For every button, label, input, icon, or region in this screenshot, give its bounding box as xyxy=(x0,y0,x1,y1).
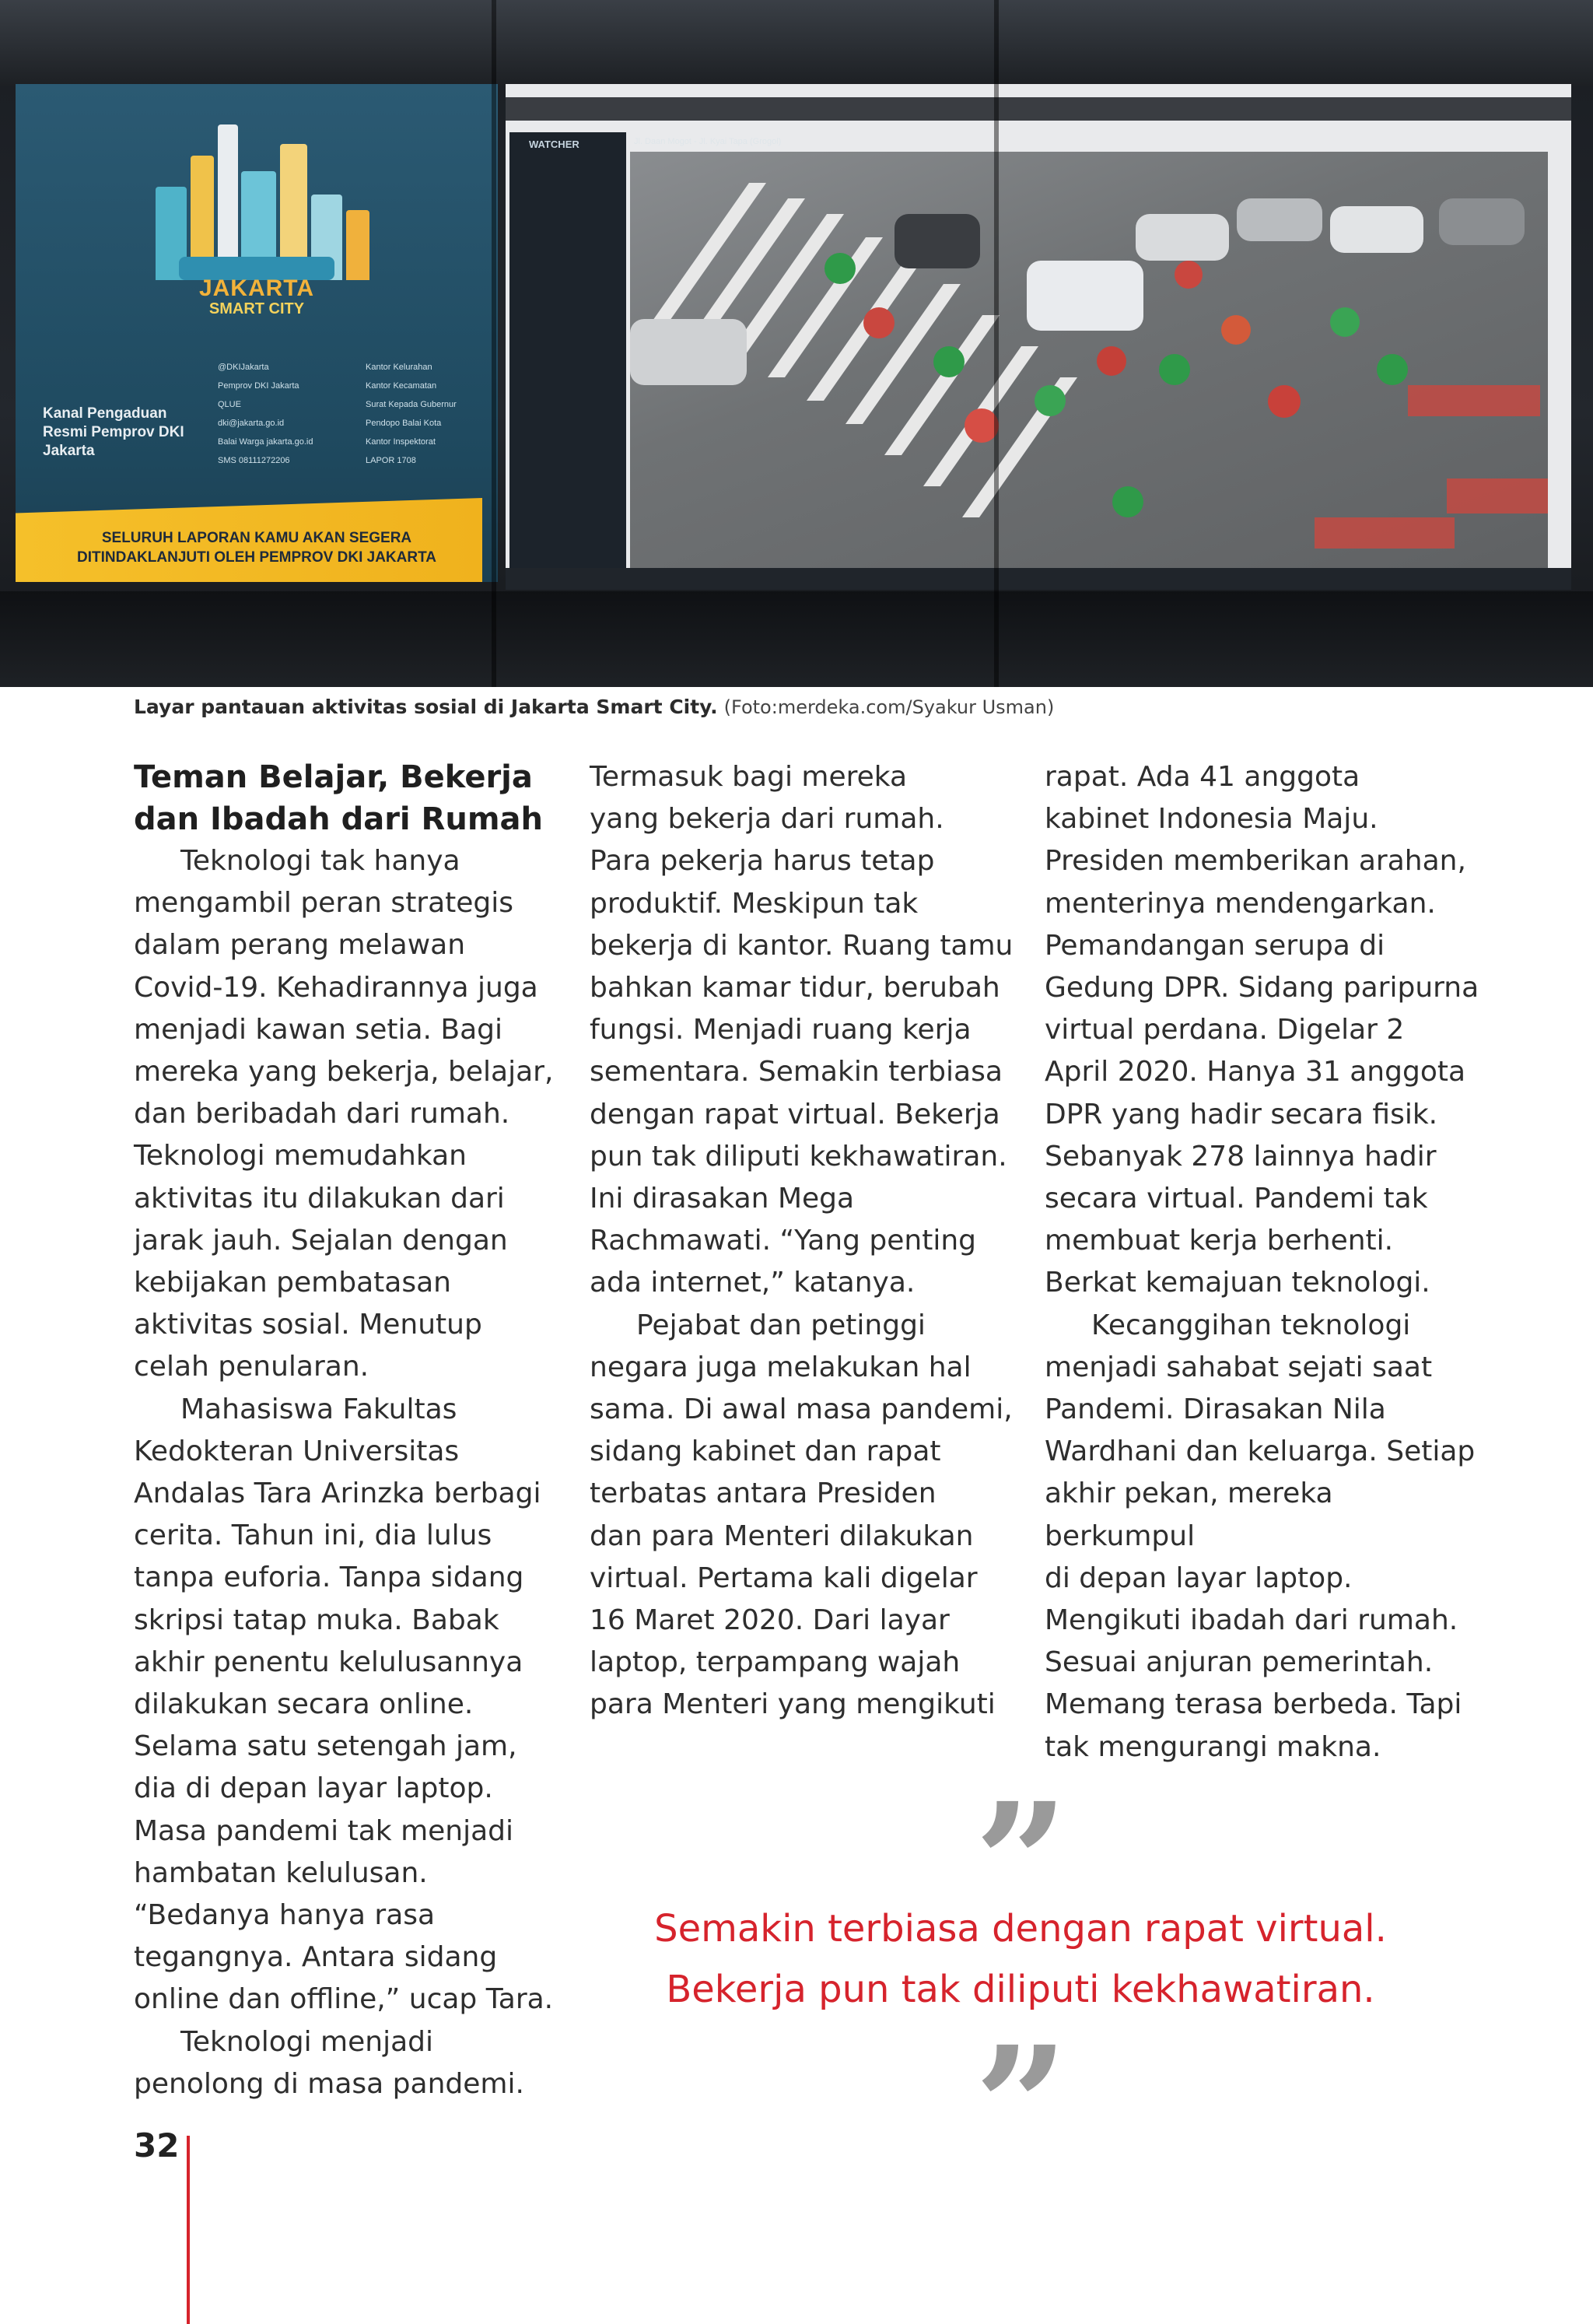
body-line: produktif. Meskipun tak xyxy=(590,887,919,920)
body-line: kabinet Indonesia Maju. xyxy=(1045,803,1378,836)
banner-line-1: SELURUH LAPORAN KAMU AKAN SEGERA xyxy=(101,530,412,546)
footer-red-rule xyxy=(187,2136,190,2324)
camera-title: Jl. Daan Mogot - Jl. Kyai Tapa (Grogol) xyxy=(634,137,782,146)
body-line: ada internet,” katanya. xyxy=(590,1267,916,1299)
body-line: di depan layar laptop. xyxy=(1045,1562,1353,1594)
body-line: fungsi. Menjadi ruang kerja xyxy=(590,1014,972,1046)
contact-item: Kantor Inspektorat xyxy=(366,437,436,447)
body-line: Teknologi memudahkan xyxy=(134,1140,467,1173)
contact-item: Kantor Kelurahan xyxy=(366,363,432,372)
body-line: terbatas antara Presiden xyxy=(590,1477,937,1510)
body-line: aktivitas itu dilakukan dari xyxy=(134,1182,505,1215)
body-line: Andalas Tara Arinzka berbagi xyxy=(134,1477,541,1510)
smart-city-logo xyxy=(117,276,397,317)
body-line: tegangnya. Antara sidang xyxy=(134,1941,498,1974)
hero-photo xyxy=(0,0,1593,687)
body-line: Kecanggihan teknologi xyxy=(1091,1309,1411,1341)
body-line: Sebanyak 278 lainnya hadir xyxy=(1045,1140,1437,1173)
body-line: Ini dirasakan Mega xyxy=(590,1183,855,1215)
body-line: April 2020. Hanya 31 anggota xyxy=(1045,1056,1466,1088)
body-line: hambatan kelulusan. xyxy=(134,1856,428,1889)
body-line: sidang kabinet dan rapat xyxy=(590,1435,941,1468)
article-column-1 xyxy=(134,756,569,2105)
body-line: dan para Menteri dilakukan xyxy=(590,1520,974,1552)
body-line: bahkan kamar tidur, berubah xyxy=(590,972,1000,1004)
pull-quote-line-1: Semakin terbiasa dengan rapat virtual. xyxy=(654,1907,1387,1951)
body-line: dilakukan secara online. xyxy=(134,1688,474,1721)
body-line: virtual perdana. Digelar 2 xyxy=(1045,1014,1405,1046)
contact-list xyxy=(218,358,482,470)
article-column-3 xyxy=(1045,756,1480,1768)
body-line: dalam perang melawan xyxy=(134,929,466,962)
body-line: rapat. Ada 41 anggota xyxy=(1045,761,1360,793)
body-line: dengan rapat virtual. Bekerja xyxy=(590,1098,1000,1130)
body-line: Teknologi tak hanya xyxy=(180,845,460,877)
body-line: celah penularan. xyxy=(134,1351,369,1383)
photo-caption xyxy=(134,692,1456,722)
body-line: online dan offline,” ucap Tara. xyxy=(134,1983,554,2016)
body-line: DPR yang hadir secara fisik. xyxy=(1045,1098,1438,1130)
banner-text xyxy=(47,529,467,567)
body-line: aktivitas sosial. Menutup xyxy=(134,1309,482,1341)
body-line: Selama satu setengah jam, xyxy=(134,1730,517,1763)
kanal-label: Kanal Pengaduan Resmi Pemprov DKI Jakarta xyxy=(43,405,184,459)
body-line: Mengikuti ibadah dari rumah. xyxy=(1045,1604,1458,1637)
body-line: para Menteri yang mengikuti xyxy=(590,1688,996,1721)
body-line: Rachmawati. “Yang penting xyxy=(590,1225,976,1257)
article-heading-line-2: dan Ibadah dari Rumah xyxy=(134,801,543,837)
page-number: 32 xyxy=(134,2126,180,2165)
body-line: mengambil peran strategis xyxy=(134,887,514,920)
body-line: tak mengurangi makna. xyxy=(1045,1730,1381,1763)
banner-line-2: DITINDAKLANJUTI OLEH PEMPROV DKI JAKARTA xyxy=(77,549,436,566)
open-quote-icon: ” xyxy=(974,1767,1069,1959)
caption-text: Layar pantauan aktivitas sosial di Jakarta Smart City. xyxy=(134,696,718,718)
body-line: Mahasiswa Fakultas xyxy=(180,1393,457,1425)
window-mullion xyxy=(994,0,999,687)
body-line: secara virtual. Pandemi tak xyxy=(1045,1183,1428,1215)
close-quote-icon: ” xyxy=(974,2010,1069,2203)
body-line: kebijakan pembatasan xyxy=(134,1267,451,1299)
contact-item: QLUE xyxy=(218,400,241,409)
body-line: menjadi sahabat sejati saat xyxy=(1045,1351,1433,1383)
contact-item: Surat Kepada Gubernur xyxy=(366,400,457,409)
body-line: laptop, terpampang wajah xyxy=(590,1646,961,1679)
body-line: akhir pekan, mereka berkumpul xyxy=(1045,1477,1333,1552)
body-line: virtual. Pertama kali digelar xyxy=(590,1562,978,1594)
body-line: Pandemi. Dirasakan Nila xyxy=(1045,1393,1386,1426)
body-line: Pejabat dan petinggi xyxy=(636,1309,926,1341)
browser-bar xyxy=(506,97,1571,121)
city-illustration xyxy=(148,117,373,280)
body-line: Sesuai anjuran pemerintah. xyxy=(1045,1646,1434,1679)
body-line: menterinya mendengarkan. xyxy=(1045,887,1436,920)
article-heading-line-1: Teman Belajar, Bekerja xyxy=(134,759,533,795)
body-line: “Bedanya hanya rasa xyxy=(134,1899,436,1932)
body-line: Termasuk bagi mereka xyxy=(590,761,908,793)
body-line: sama. Di awal masa pandemi, xyxy=(590,1393,1013,1426)
body-line: bekerja di kantor. Ruang tamu xyxy=(590,929,1014,962)
contact-item: Balai Warga jakarta.go.id xyxy=(218,437,313,447)
contact-item: Pemprov DKI Jakarta xyxy=(218,381,299,391)
article-column-2 xyxy=(590,756,1025,1726)
contact-list-right xyxy=(366,358,457,470)
body-line: menjadi kawan setia. Bagi xyxy=(134,1013,503,1046)
body-line: cerita. Tahun ini, dia lulus xyxy=(134,1520,492,1552)
body-line: penolong di masa pandemi. xyxy=(134,2067,524,2100)
taskbar xyxy=(506,568,1571,590)
body-line: Kedokteran Universitas xyxy=(134,1435,460,1467)
body-line: akhir penentu kelulusannya xyxy=(134,1646,523,1678)
contact-item: Pendopo Balai Kota xyxy=(366,419,442,428)
body-line: yang bekerja dari rumah. xyxy=(590,803,944,836)
body-line: Presiden memberikan arahan, xyxy=(1045,845,1466,878)
body-line: Teknologi menjadi xyxy=(180,2025,433,2058)
traffic-camera-feed xyxy=(630,152,1548,576)
contact-item: LAPOR 1708 xyxy=(366,456,416,465)
pull-quote xyxy=(600,1898,1441,2020)
body-line: Masa pandemi tak menjadi xyxy=(134,1814,514,1847)
caption-credit: (Foto:merdeka.com/Syakur Usman) xyxy=(723,696,1055,718)
body-line: Para pekerja harus tetap xyxy=(590,845,935,878)
body-line: membuat kerja berhenti. xyxy=(1045,1225,1394,1257)
contact-item: @DKIJakarta xyxy=(218,363,269,372)
body-line: sementara. Semakin terbiasa xyxy=(590,1056,1003,1088)
body-line: Covid-19. Kehadirannya juga xyxy=(134,971,538,1004)
body-line: 16 Maret 2020. Dari layar xyxy=(590,1604,950,1637)
app-sidebar xyxy=(509,132,626,568)
contact-item: dki@jakarta.go.id xyxy=(218,419,285,428)
body-line: dan beribadah dari rumah. xyxy=(134,1098,510,1130)
app-title: WATCHER xyxy=(529,138,579,150)
contact-item: Kantor Kecamatan xyxy=(366,381,437,391)
contact-item: SMS 08111272206 xyxy=(218,456,290,465)
body-line: dia di depan layar laptop. xyxy=(134,1772,493,1805)
body-line: Berkat kemajuan teknologi. xyxy=(1045,1267,1430,1299)
ceiling xyxy=(0,0,1593,86)
body-line: mereka yang bekerja, belajar, xyxy=(134,1056,554,1088)
control-room-floor xyxy=(0,591,1593,687)
body-line: Memang terasa berbeda. Tapi xyxy=(1045,1688,1462,1721)
window-mullion xyxy=(492,0,496,687)
body-line: negara juga melakukan hal xyxy=(590,1351,972,1383)
body-line: Gedung DPR. Sidang paripurna xyxy=(1045,972,1479,1004)
body-line: pun tak diliputi kekhawatiran. xyxy=(590,1140,1007,1173)
body-line: Wardhani dan keluarga. Setiap xyxy=(1045,1435,1476,1468)
body-line: tanpa euforia. Tanpa sidang xyxy=(134,1562,524,1594)
body-line: skripsi tatap muka. Babak xyxy=(134,1604,499,1636)
logo-line-1: JAKARTA xyxy=(198,275,315,301)
logo-line-2: SMART CITY xyxy=(208,300,305,317)
pull-quote-line-2: Bekerja pun tak diliputi kekhawatiran. xyxy=(666,1968,1375,2011)
body-line: Pemandangan serupa di xyxy=(1045,929,1385,962)
body-line: jarak jauh. Sejalan dengan xyxy=(134,1224,508,1257)
